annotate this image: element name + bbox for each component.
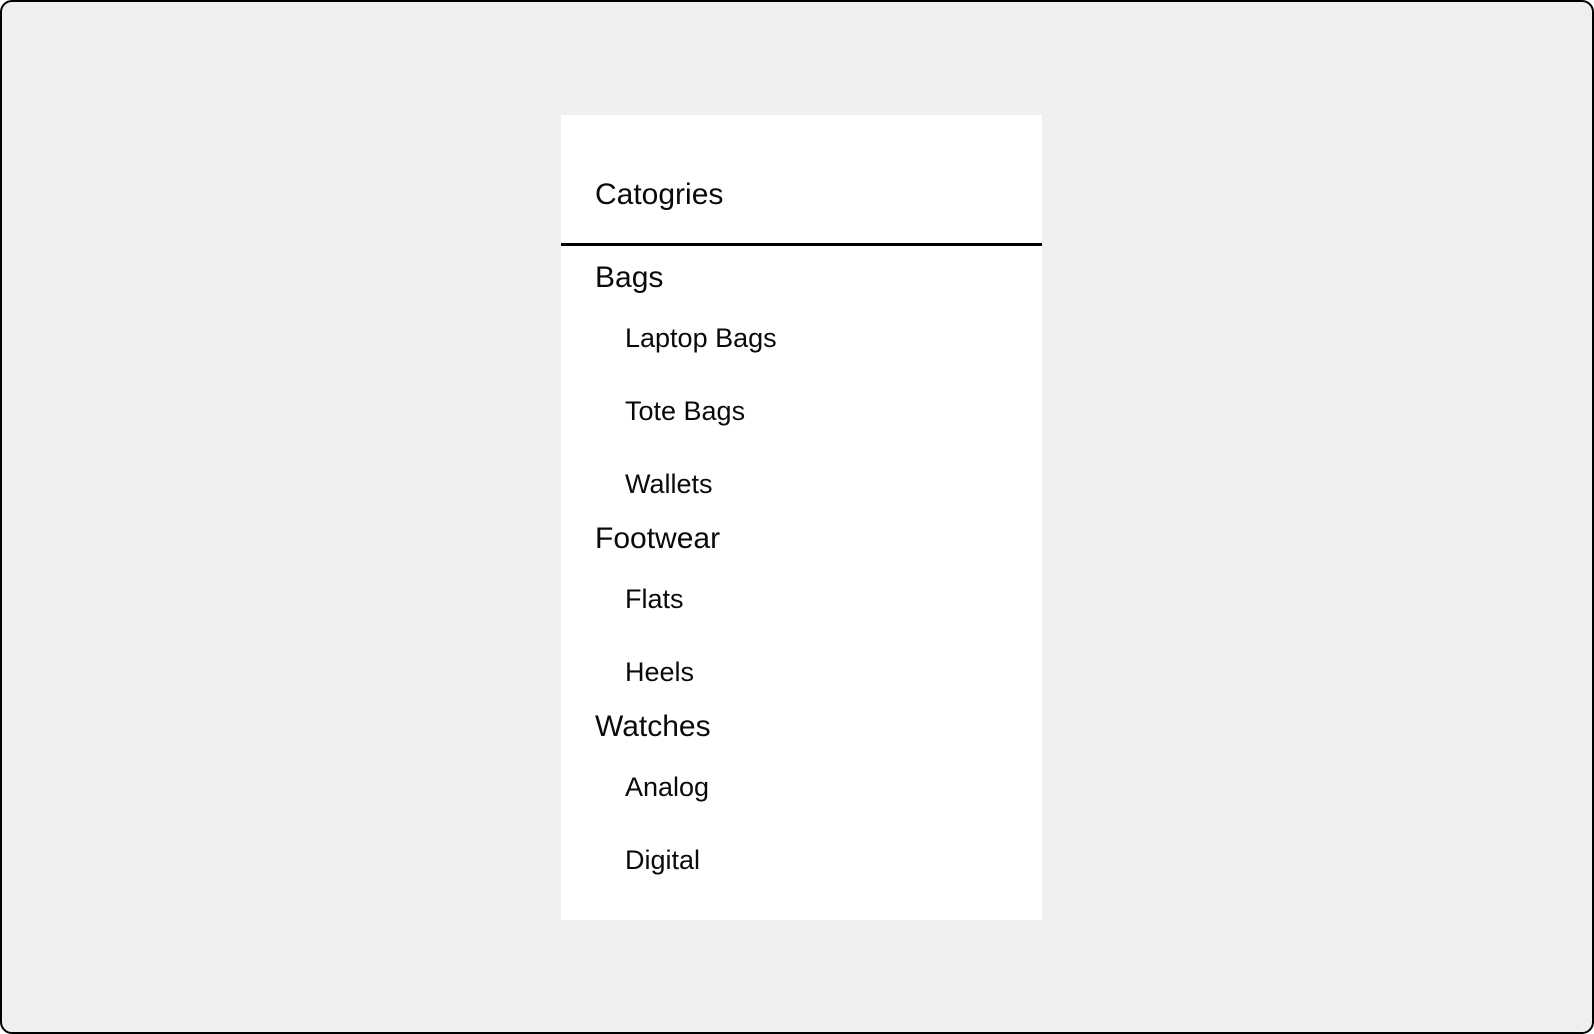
subcategory-item[interactable]: Laptop Bags	[625, 323, 777, 353]
category-group	[561, 260, 1042, 521]
categories-panel	[561, 115, 1042, 920]
panel-title: Catogries	[561, 115, 1042, 246]
subcategory-item[interactable]: Wallets	[625, 469, 713, 499]
subcategory-item[interactable]: Flats	[625, 584, 684, 614]
category-label[interactable]: Bags	[595, 261, 664, 294]
category-group	[561, 709, 1042, 897]
subcategory-item[interactable]: Heels	[625, 657, 695, 687]
subcategory-item[interactable]: Analog	[625, 772, 710, 802]
subcategory-item[interactable]: Digital	[625, 845, 701, 875]
category-label[interactable]: Watches	[595, 710, 711, 743]
category-label[interactable]: Footwear	[595, 522, 721, 555]
category-group	[561, 521, 1042, 709]
category-list	[561, 246, 1042, 920]
subcategory-item[interactable]: Tote Bags	[625, 396, 746, 426]
